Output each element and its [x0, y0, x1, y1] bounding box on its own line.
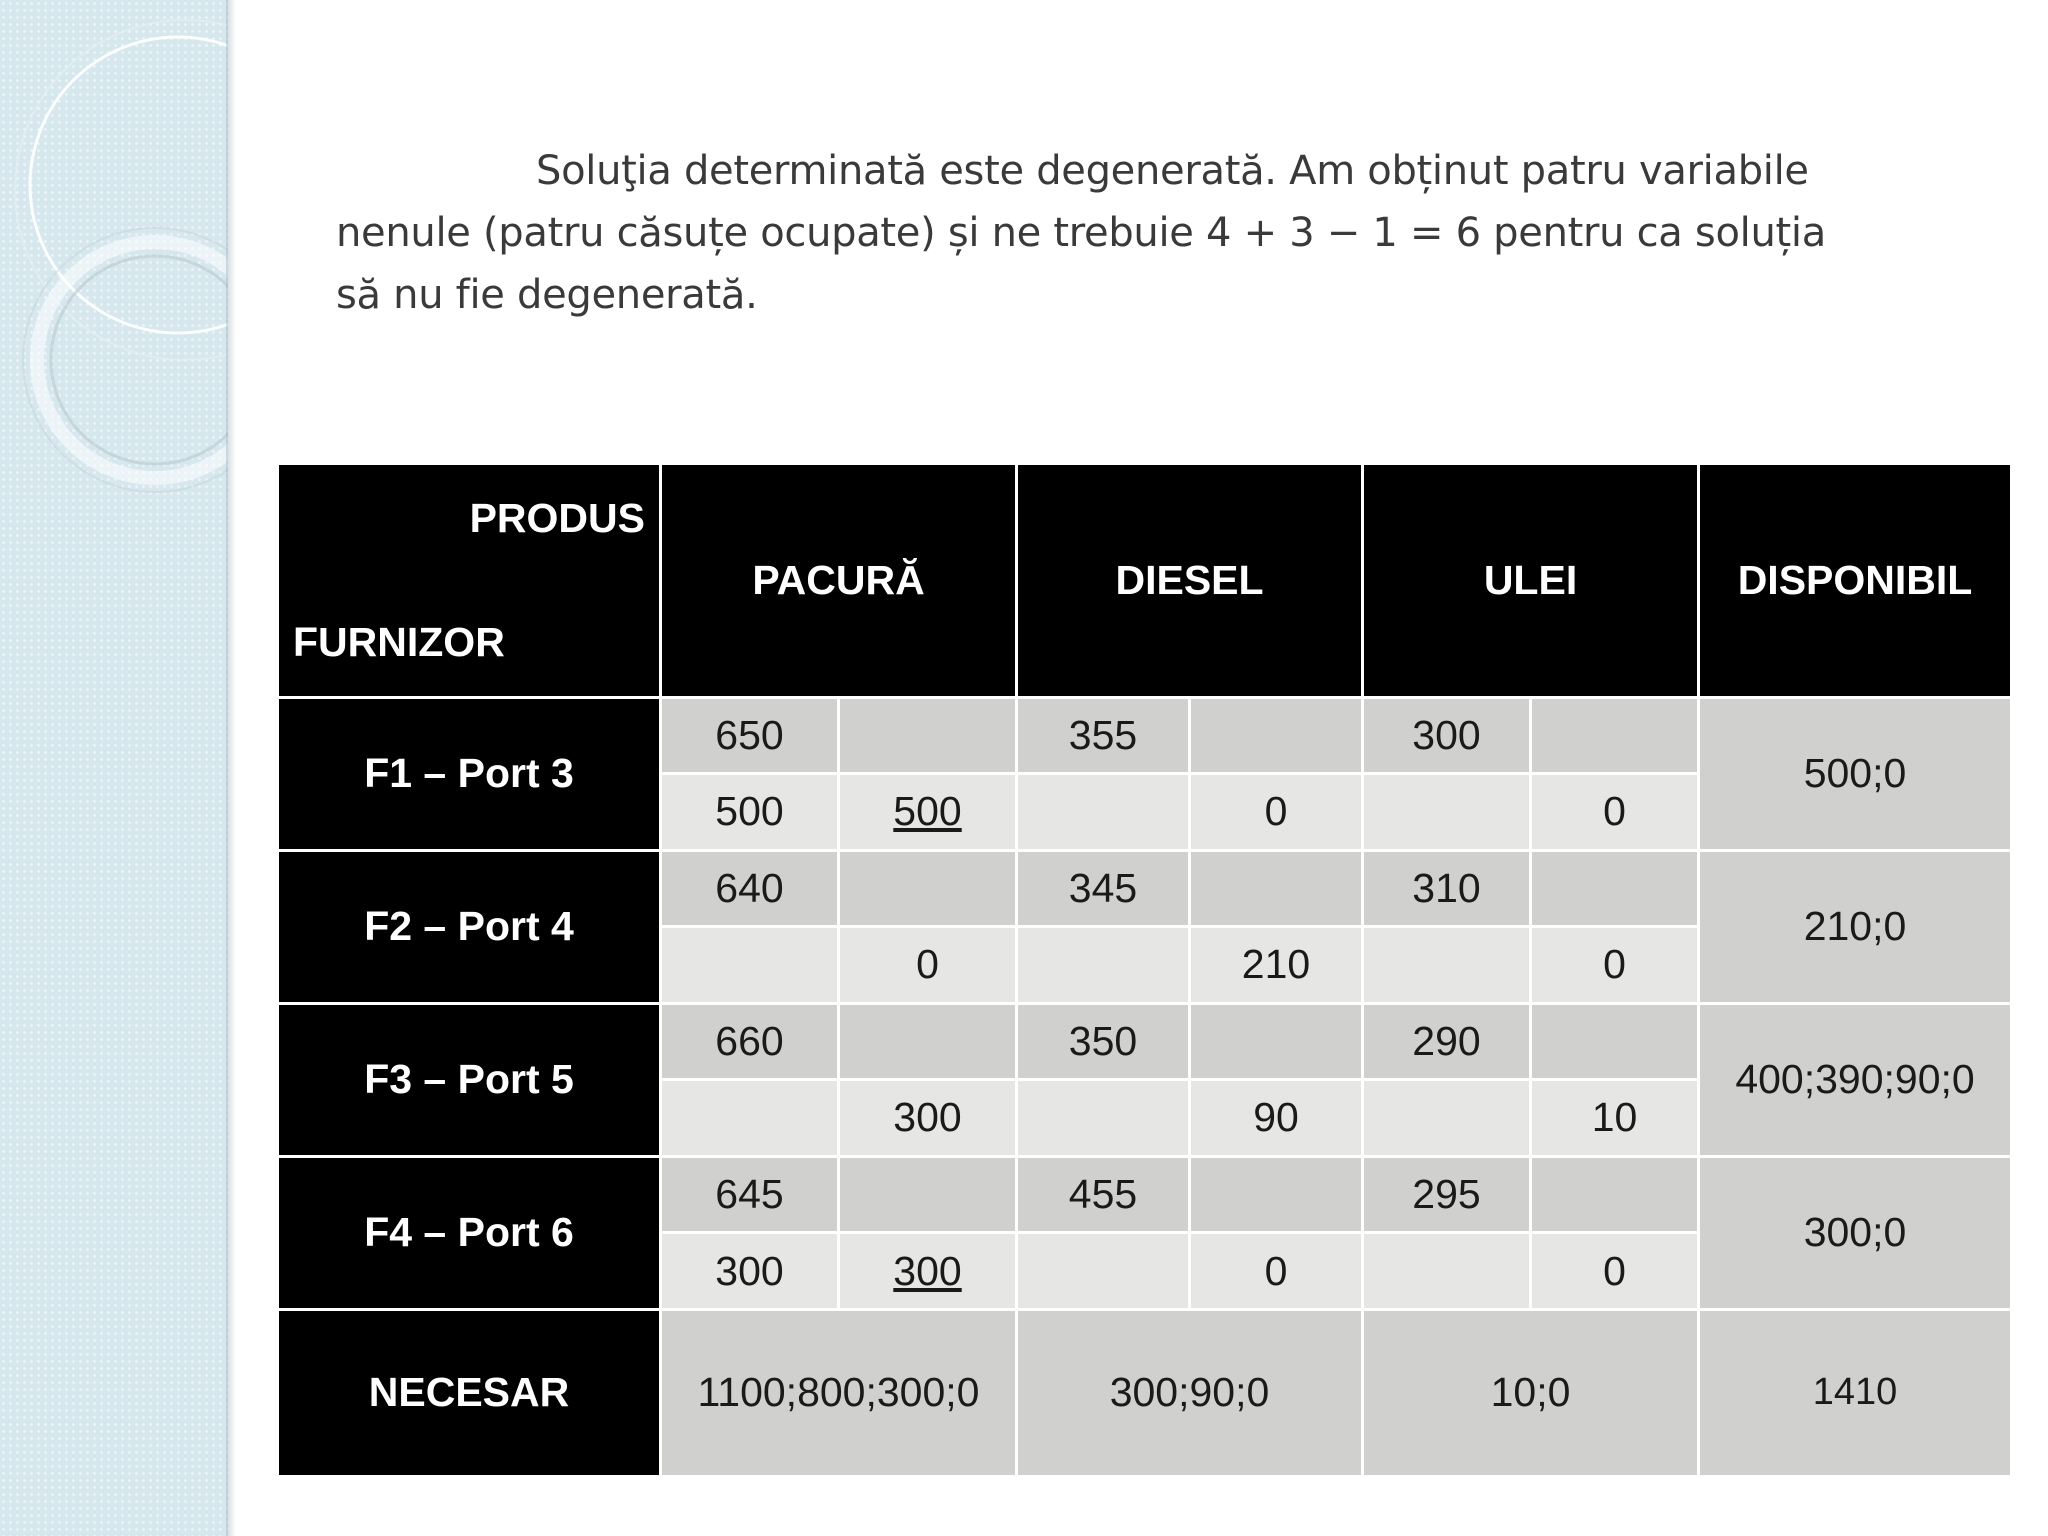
allocation-cell: 0	[1532, 1234, 1697, 1308]
cost-blank-cell	[1191, 699, 1361, 773]
column-header-diesel: DIESEL	[1018, 465, 1361, 696]
intro-line-2: nenule (patru căsuțe ocupate) și ne trebuie 4 + 3 − 1 = 6 pentru ca soluția	[336, 210, 1826, 256]
table-row	[279, 852, 2010, 926]
allocation-cell: 300	[840, 1234, 1015, 1308]
supplier-label: F2 – Port 4	[279, 852, 659, 1002]
cost-cell: 455	[1018, 1158, 1188, 1232]
allocation-cell: 0	[1532, 928, 1697, 1002]
total-cell: 1410	[1700, 1311, 2010, 1475]
cost-blank-cell	[840, 699, 1015, 773]
cost-cell: 645	[662, 1158, 837, 1232]
need-pacura: 1100;800;300;0	[662, 1311, 1015, 1475]
allocation-cell: 300	[840, 1081, 1015, 1155]
need-label: NECESAR	[279, 1311, 659, 1475]
corner-furnizor-label: FURNIZOR	[293, 618, 505, 665]
supplier-label: F3 – Port 5	[279, 1005, 659, 1155]
available-cell: 500;0	[1700, 699, 2010, 849]
corner-header-cell	[279, 465, 659, 696]
cost-blank-cell	[840, 1158, 1015, 1232]
cost-blank-cell	[1532, 699, 1697, 773]
cost-cell: 295	[1364, 1158, 1529, 1232]
cost-cell: 310	[1364, 852, 1529, 926]
allocation-cell: 500	[840, 775, 1015, 849]
cost-blank-cell	[1191, 852, 1361, 926]
quantity-cell	[1018, 1081, 1188, 1155]
quantity-cell	[662, 928, 837, 1002]
cost-blank-cell	[840, 852, 1015, 926]
allocation-cell: 90	[1191, 1081, 1361, 1155]
quantity-cell	[662, 1081, 837, 1155]
cost-cell: 650	[662, 699, 837, 773]
need-ulei: 10;0	[1364, 1311, 1697, 1475]
corner-produs-label: PRODUS	[469, 495, 645, 541]
available-cell: 300;0	[1700, 1158, 2010, 1308]
supplier-label: F4 – Port 6	[279, 1158, 659, 1308]
cost-cell: 345	[1018, 852, 1188, 926]
cost-blank-cell	[1191, 1005, 1361, 1079]
need-diesel: 300;90;0	[1018, 1311, 1361, 1475]
allocation-cell: 210	[1191, 928, 1361, 1002]
cost-cell: 355	[1018, 699, 1188, 773]
cost-blank-cell	[1532, 1158, 1697, 1232]
available-cell: 400;390;90;0	[1700, 1005, 2010, 1155]
intro-paragraph	[336, 140, 1936, 326]
header-row	[279, 465, 2010, 696]
supplier-label: F1 – Port 3	[279, 699, 659, 849]
quantity-cell	[1364, 775, 1529, 849]
allocation-cell: 0	[1191, 775, 1361, 849]
decorative-rings-icon	[0, 0, 228, 1536]
quantity-cell: 500	[662, 775, 837, 849]
cost-blank-cell	[840, 1005, 1015, 1079]
side-strip-shadow	[226, 0, 236, 1536]
cost-blank-cell	[1191, 1158, 1361, 1232]
transport-table	[276, 462, 2013, 1478]
cost-blank-cell	[1532, 1005, 1697, 1079]
table-row	[279, 1005, 2010, 1079]
cost-blank-cell	[1532, 852, 1697, 926]
column-header-disponibil: DISPONIBIL	[1700, 465, 2010, 696]
cost-cell: 660	[662, 1005, 837, 1079]
quantity-cell	[1018, 1234, 1188, 1308]
column-header-pacura: PACURĂ	[662, 465, 1015, 696]
cost-cell: 640	[662, 852, 837, 926]
available-cell: 210;0	[1700, 852, 2010, 1002]
quantity-cell	[1018, 775, 1188, 849]
cost-cell: 350	[1018, 1005, 1188, 1079]
quantity-cell	[1364, 1234, 1529, 1308]
allocation-cell: 0	[1191, 1234, 1361, 1308]
allocation-cell: 10	[1532, 1081, 1697, 1155]
allocation-cell: 0	[840, 928, 1015, 1002]
quantity-cell: 300	[662, 1234, 837, 1308]
decorative-side-strip	[0, 0, 228, 1536]
column-header-ulei: ULEI	[1364, 465, 1697, 696]
need-row	[279, 1311, 2010, 1475]
quantity-cell	[1364, 928, 1529, 1002]
intro-line-3: să nu fie degenerată.	[336, 272, 758, 318]
allocation-cell: 0	[1532, 775, 1697, 849]
quantity-cell	[1018, 928, 1188, 1002]
table-row	[279, 1158, 2010, 1232]
table-row	[279, 699, 2010, 773]
cost-cell: 290	[1364, 1005, 1529, 1079]
intro-line-1: Soluţia determinată este degenerată. Am obținut patru variabile	[536, 148, 1809, 194]
quantity-cell	[1364, 1081, 1529, 1155]
cost-cell: 300	[1364, 699, 1529, 773]
